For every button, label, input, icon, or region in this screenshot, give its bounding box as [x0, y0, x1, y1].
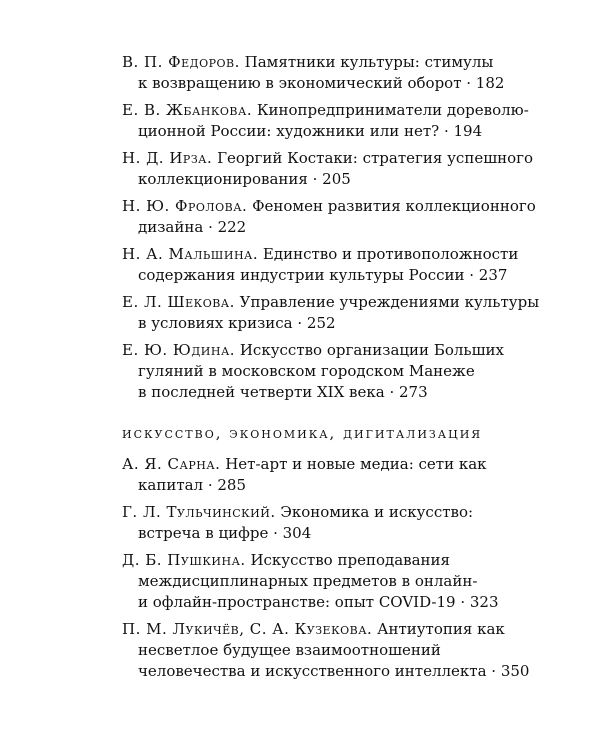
toc-entry	[122, 244, 522, 286]
entry-title-continued: и офлайн-пространстве: опыт COVID-19 · 323	[138, 593, 499, 611]
entry-title: Управление учреждениями культуры	[234, 293, 540, 311]
toc-entry	[122, 550, 522, 613]
toc-entry	[122, 619, 530, 682]
toc-entry	[122, 502, 522, 544]
entry-title-continued: содержания индустрии культуры России · 237	[138, 266, 508, 284]
entry-author: Н. Д. Ирза.	[122, 149, 213, 167]
entry-title: Экономика и искусство:	[275, 503, 474, 521]
entry-title-continued: человечества и искусственного интеллекта · 350	[138, 662, 530, 680]
entry-title-continued: коллекционирования · 205	[138, 170, 351, 188]
toc-entry	[122, 100, 529, 142]
entry-title-continued: ционной России: художники или нет? · 194	[138, 122, 483, 140]
entry-title: Памятники культуры: стимулы	[239, 53, 494, 71]
entry-author: В. П. Федоров.	[122, 53, 240, 71]
entry-title: Кинопредприниматели дореволю-	[252, 101, 529, 119]
entry-title-continued: несветлое будущее взаимоотношений	[138, 641, 441, 659]
entry-author: Е. Ю. Юдина.	[122, 341, 236, 359]
entry-title: Искусство преподавания	[245, 551, 450, 569]
toc-entry	[122, 292, 540, 334]
entry-title: Нет-арт и новые медиа: сети как	[220, 455, 487, 473]
entry-title: Георгий Костаки: стратегия успешного	[212, 149, 534, 167]
entry-author: Е. В. Жбанкова.	[122, 101, 253, 119]
toc-entry	[122, 454, 522, 496]
entry-author: Н. Ю. Фролова.	[122, 197, 248, 215]
toc-entry	[122, 340, 522, 403]
toc-entry	[122, 52, 522, 94]
entry-title: Антиутопия как	[372, 620, 505, 638]
entry-title: Феномен развития коллекционного	[247, 197, 536, 215]
entry-author: П. М. Лукичёв, С. А. Кузекова.	[122, 620, 373, 638]
toc-entry	[122, 196, 536, 238]
entry-title: Единство и противоположности	[258, 245, 519, 263]
entry-title-continued: в условиях кризиса · 252	[138, 314, 336, 332]
entry-title-continued: дизайна · 222	[138, 218, 247, 236]
table-of-contents	[122, 52, 540, 688]
entry-title-continued: встреча в цифре · 304	[138, 524, 312, 542]
entry-author: А. Я. Сарна.	[122, 455, 221, 473]
entry-title: Искусство организации Больших	[235, 341, 504, 359]
entry-title-continued: в последней четверти XIX века · 273	[138, 383, 428, 401]
section-heading: искусство, экономика, дигитализация	[122, 424, 483, 442]
entry-author: Д. Б. Пушкина.	[122, 551, 246, 569]
toc-entry	[122, 148, 534, 190]
entry-author: Н. А. Мальшина.	[122, 245, 259, 263]
entry-title-continued: гуляний в московском городском Манеже	[138, 362, 475, 380]
entry-author: Е. Л. Шекова.	[122, 293, 235, 311]
entry-title-continued: капитал · 285	[138, 476, 247, 494]
entry-title-continued: к возвращению в экономический оборот · 182	[138, 74, 505, 92]
entry-title-continued: междисциплинарных предметов в онлайн-	[138, 572, 478, 590]
entry-author: Г. Л. Тульчинский.	[122, 503, 276, 521]
